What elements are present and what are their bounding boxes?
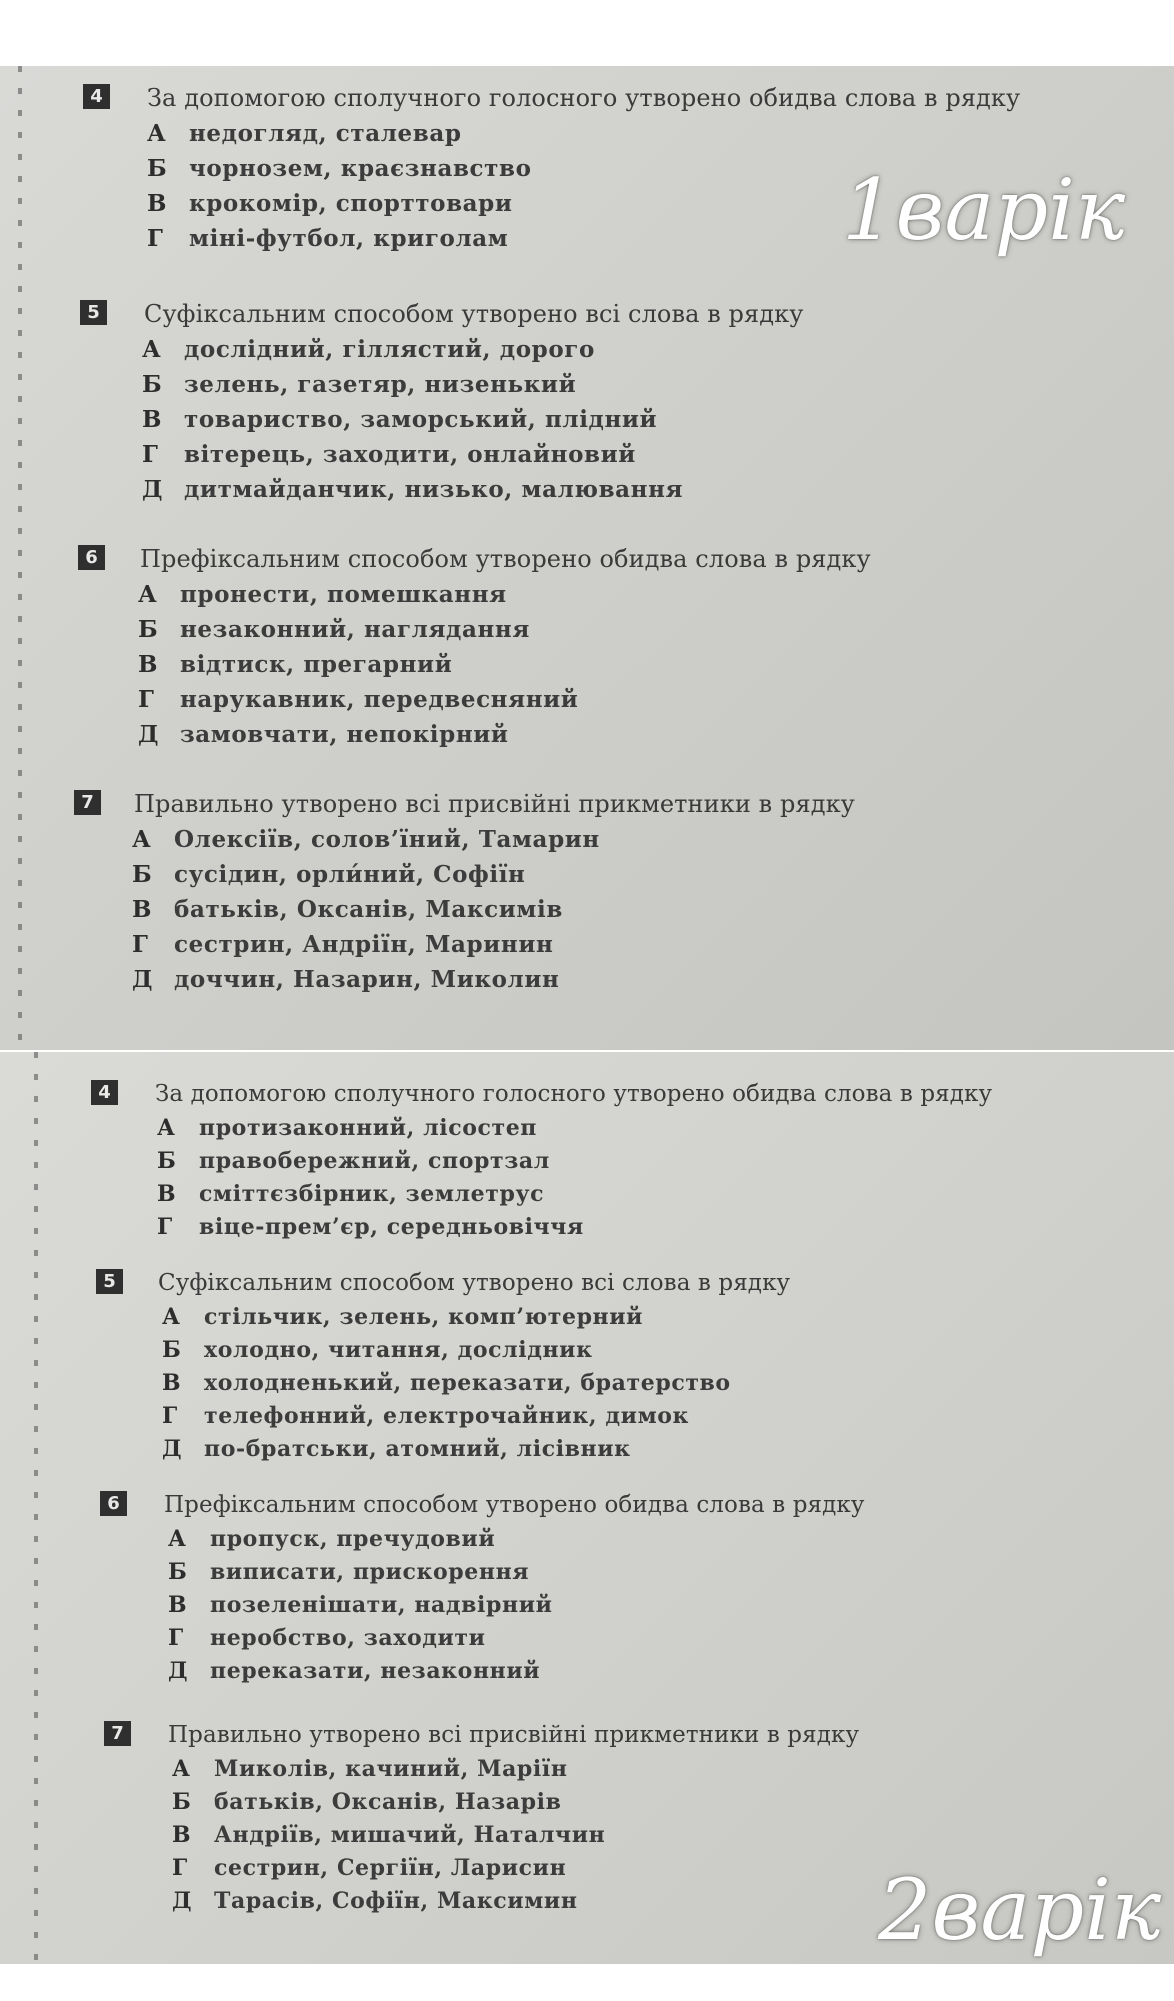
option-letter: В [172,1822,191,1848]
option-letter: А [147,120,166,147]
option-letter: Г [138,686,154,713]
answer-option [162,1301,1174,1334]
question-number-badge: 7 [74,790,101,815]
option-text: пронести, помешкання [180,581,507,608]
question-header [0,1265,1174,1301]
option-text: протизаконний, лісостеп [199,1115,537,1141]
option-text: відтиск, прегарний [180,651,453,678]
answer-option [138,717,1174,752]
option-letter: Б [168,1559,187,1585]
option-letter: Б [142,371,162,398]
question-header [0,1717,1174,1753]
answer-option [147,116,1174,151]
answer-option [168,1523,1174,1556]
answer-option [172,1819,1174,1852]
option-letter: Б [162,1337,181,1363]
question-header [0,80,1174,116]
answer-option [172,1753,1174,1786]
answer-option [162,1400,1174,1433]
option-letter: Б [157,1148,176,1174]
answer-option [138,682,1174,717]
option-letter: В [132,896,152,923]
option-letter: Д [172,1888,192,1914]
option-text: правобережний, спортзал [199,1148,550,1174]
answer-option [132,822,1174,857]
answer-options [142,332,1174,507]
option-text: Тарасів, Софіїн, Максимин [214,1888,578,1914]
answer-option [157,1112,1174,1145]
option-letter: Д [162,1436,182,1462]
answer-option [142,402,1174,437]
option-text: сестрин, Андріїн, Маринин [174,931,554,958]
option-text: чорнозем, краєзнавство [189,155,532,182]
question-header [0,786,1174,822]
option-letter: Д [132,966,153,993]
option-text: пропуск, пречудовий [210,1526,496,1552]
option-text: зелень, газетяр, низенький [184,371,577,398]
option-letter: В [168,1592,187,1618]
option-text: виписати, прискорення [210,1559,530,1585]
option-text: недогляд, сталевар [189,120,462,147]
option-text: товариство, заморський, плідний [184,406,658,433]
answer-options [132,822,1174,997]
variant-2-photo [0,1052,1174,1964]
variant-2-label: 2варік [878,1861,1162,1959]
answer-option [132,962,1174,997]
option-text: незаконний, наглядання [180,616,530,643]
question-text: Правильно утворено всі присвійні прикметники в рядку [134,790,855,818]
question-number-badge: 4 [91,1080,118,1105]
answer-option [142,332,1174,367]
option-text: доччин, Назарин, Миколин [174,966,560,993]
option-letter: Г [147,225,163,252]
option-letter: Г [168,1625,184,1651]
answer-option [138,612,1174,647]
answer-options [168,1523,1174,1688]
question-4 [0,1076,1174,1244]
answer-option [157,1211,1174,1244]
answer-option [142,367,1174,402]
question-6 [0,1487,1174,1688]
option-text: дитмайданчик, низько, малювання [184,476,684,503]
question-7 [0,786,1174,997]
option-text: міні-футбол, криголам [189,225,509,252]
question-5 [0,296,1174,507]
question-5 [0,1265,1174,1466]
question-number-badge: 7 [104,1721,131,1746]
option-letter: В [142,406,162,433]
option-letter: Г [172,1855,188,1881]
option-letter: Г [142,441,158,468]
option-text: позеленішати, надвірний [210,1592,553,1618]
option-letter: В [157,1181,176,1207]
option-text: по-братськи, атомний, лісівник [204,1436,631,1462]
option-letter: Д [142,476,163,503]
option-text: холодно, читання, дослідник [204,1337,593,1363]
option-text: батьків, Оксанів, Максимів [174,896,563,923]
option-text: Андріїв, мишачий, Наталчин [214,1822,606,1848]
question-text: Суфіксальним способом утворено всі слова в рядку [144,300,804,328]
answer-option [168,1655,1174,1688]
answer-option [168,1622,1174,1655]
option-letter: А [157,1115,175,1141]
question-text: За допомогою сполучного голосного утворено обидва слова в рядку [155,1081,993,1107]
option-text: сміттєзбірник, землетрус [199,1181,545,1207]
answer-option [132,857,1174,892]
option-text: сестрин, Сергіїн, Ларисин [214,1855,567,1881]
option-letter: Б [132,861,152,888]
question-text: Суфіксальним способом утворено всі слова в рядку [158,1270,791,1296]
question-header [0,296,1174,332]
answer-option [138,647,1174,682]
answer-option [162,1367,1174,1400]
variant-1-label: 1варік [842,161,1126,259]
question-number-badge: 5 [96,1269,123,1294]
option-letter: Д [138,721,159,748]
answer-options [162,1301,1174,1466]
question-header [0,1487,1174,1523]
option-letter: А [172,1756,190,1782]
option-text: батьків, Оксанів, Назарів [214,1789,562,1815]
question-header [0,1076,1174,1112]
answer-option [168,1589,1174,1622]
question-number-badge: 5 [80,300,107,325]
option-text: замовчати, непокірний [180,721,509,748]
question-6 [0,541,1174,752]
answer-option [132,892,1174,927]
option-letter: В [147,190,167,217]
question-text: За допомогою сполучного голосного утворено обидва слова в рядку [147,84,1021,112]
option-text: Олексіїв, солов’їний, Тамарин [174,826,600,853]
answer-option [142,437,1174,472]
question-header [0,541,1174,577]
question-text: Правильно утворено всі присвійні прикметники в рядку [168,1722,860,1748]
question-text: Префіксальним способом утворено обидва слова в рядку [140,545,871,573]
option-letter: Г [157,1214,173,1240]
option-letter: В [162,1370,181,1396]
option-text: нарукавник, передвесняний [180,686,579,713]
option-text: неробство, заходити [210,1625,486,1651]
answer-option [162,1334,1174,1367]
option-text: віце-прем’єр, середньовіччя [199,1214,584,1240]
option-letter: В [138,651,158,678]
option-letter: А [138,581,157,608]
option-letter: А [142,336,161,363]
answer-option [157,1145,1174,1178]
answer-options [157,1112,1174,1244]
option-letter: Г [132,931,148,958]
option-text: Миколів, качиний, Маріїн [214,1756,568,1782]
answer-options [138,577,1174,752]
option-text: стільчик, зелень, комп’ютерний [204,1304,644,1330]
option-text: крокомір, спорттовари [189,190,513,217]
question-text: Префіксальним способом утворено обидва слова в рядку [164,1492,865,1518]
option-letter: Б [147,155,167,182]
option-letter: Д [168,1658,188,1684]
option-text: телефонний, електрочайник, димок [204,1403,690,1429]
option-letter: А [168,1526,186,1552]
option-letter: Г [162,1403,178,1429]
answer-option [172,1786,1174,1819]
question-number-badge: 6 [100,1491,127,1516]
option-letter: Б [172,1789,191,1815]
answer-option [157,1178,1174,1211]
option-text: вітерець, заходити, онлайновий [184,441,636,468]
answer-option [162,1433,1174,1466]
option-letter: А [162,1304,180,1330]
answer-option [138,577,1174,612]
option-letter: А [132,826,151,853]
answer-option [168,1556,1174,1589]
option-text: сусідин, орли́ний, Софіїн [174,861,526,888]
question-number-badge: 4 [83,84,110,109]
answer-option [142,472,1174,507]
answer-option [132,927,1174,962]
question-number-badge: 6 [78,545,105,570]
option-letter: Б [138,616,158,643]
option-text: холодненький, переказати, братерство [204,1370,731,1396]
option-text: дослідний, гіллястий, дорого [184,336,595,363]
option-text: переказати, незаконний [210,1658,541,1684]
